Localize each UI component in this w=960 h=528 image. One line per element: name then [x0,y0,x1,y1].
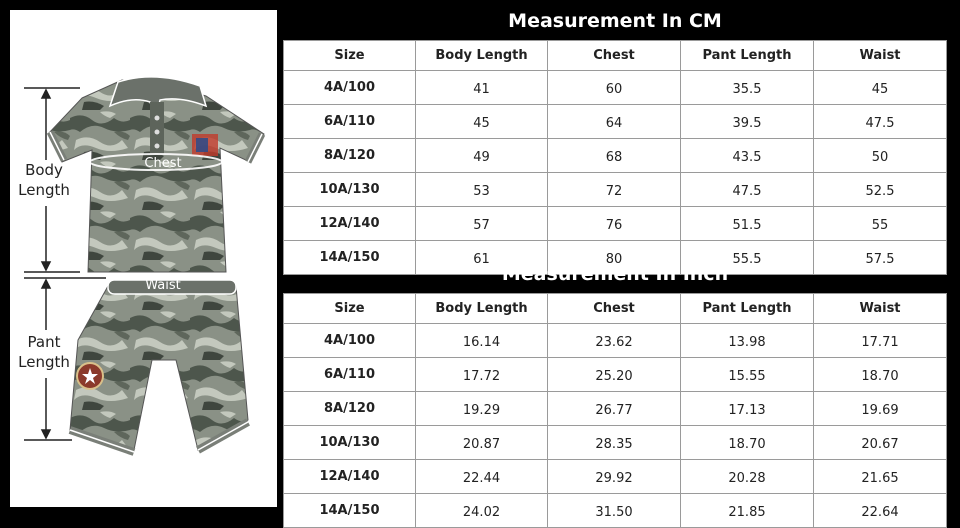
table-row [284,139,947,173]
cell-waist: 52.5 [814,173,947,207]
header-size: Size [284,41,416,71]
header-pant-length: Pant Length [681,41,814,71]
header-body-length: Body Length [416,294,548,324]
inch-size-table [283,293,947,528]
cell-size: 4A/100 [284,71,416,105]
cell-size: 14A/150 [284,494,416,528]
cell-pant-length: 13.98 [681,324,814,358]
table-row [284,207,947,241]
cell-size: 12A/140 [284,207,416,241]
cell-waist: 57.5 [814,241,947,275]
garment-illustration [10,10,277,507]
cell-waist: 47.5 [814,105,947,139]
header-waist: Waist [814,294,947,324]
cell-size: 10A/130 [284,173,416,207]
waist-label: Waist [145,278,181,293]
cell-pant-length: 15.55 [681,358,814,392]
header-body-length: Body Length [416,41,548,71]
cell-size: 6A/110 [284,105,416,139]
cell-chest: 76 [548,207,681,241]
header-chest: Chest [548,41,681,71]
cell-size: 10A/130 [284,426,416,460]
cell-body-length: 41 [416,71,548,105]
cell-pant-length: 43.5 [681,139,814,173]
cell-pant-length: 47.5 [681,173,814,207]
cell-size: 14A/150 [284,241,416,275]
cell-body-length: 22.44 [416,460,548,494]
cell-size: 6A/110 [284,358,416,392]
inch-table-title: Measurement In Inch [501,263,729,285]
table-row [284,173,947,207]
cell-chest: 28.35 [548,426,681,460]
cell-body-length: 19.29 [416,392,548,426]
cell-pant-length: 18.70 [681,426,814,460]
cell-chest: 25.20 [548,358,681,392]
header-pant-length: Pant Length [681,294,814,324]
cell-waist: 45 [814,71,947,105]
table-row [284,460,947,494]
cell-body-length: 24.02 [416,494,548,528]
table-header-row [284,294,947,324]
cell-pant-length: 20.28 [681,460,814,494]
chest-label: Chest [144,156,182,171]
table-row [284,105,947,139]
cell-body-length: 16.14 [416,324,548,358]
cell-chest: 64 [548,105,681,139]
table-header-row [284,41,947,71]
cell-waist: 19.69 [814,392,947,426]
cell-pant-length: 21.85 [681,494,814,528]
shorts-shape [70,280,248,452]
cell-size: 8A/120 [284,392,416,426]
cell-body-length: 17.72 [416,358,548,392]
cell-body-length: 57 [416,207,548,241]
cell-waist: 55 [814,207,947,241]
cell-size: 12A/140 [284,460,416,494]
cell-chest: 26.77 [548,392,681,426]
cell-body-length: 20.87 [416,426,548,460]
table-row [284,426,947,460]
cell-pant-length: 55.5 [681,241,814,275]
cell-body-length: 53 [416,173,548,207]
cm-size-table [283,40,947,275]
cell-chest: 68 [548,139,681,173]
cell-body-length: 61 [416,241,548,275]
cell-chest: 23.62 [548,324,681,358]
cell-chest: 72 [548,173,681,207]
cell-chest: 60 [548,71,681,105]
cell-waist: 17.71 [814,324,947,358]
cell-body-length: 49 [416,139,548,173]
cell-chest: 29.92 [548,460,681,494]
cell-pant-length: 35.5 [681,71,814,105]
table-row [284,324,947,358]
header-chest: Chest [548,294,681,324]
table-row [284,71,947,105]
cell-waist: 20.67 [814,426,947,460]
header-size: Size [284,294,416,324]
cell-size: 8A/120 [284,139,416,173]
table-row [284,392,947,426]
table-row [284,358,947,392]
cell-chest: 31.50 [548,494,681,528]
cell-pant-length: 51.5 [681,207,814,241]
cell-pant-length: 39.5 [681,105,814,139]
cell-pant-length: 17.13 [681,392,814,426]
cell-waist: 22.64 [814,494,947,528]
cell-waist: 21.65 [814,460,947,494]
cm-table-title: Measurement In CM [508,10,722,32]
cell-waist: 18.70 [814,358,947,392]
product-diagram [10,10,277,507]
cell-chest: 80 [548,241,681,275]
cell-body-length: 45 [416,105,548,139]
body-length-label: Body Length [18,161,70,199]
header-waist: Waist [814,41,947,71]
cell-waist: 50 [814,139,947,173]
cell-size: 4A/100 [284,324,416,358]
shirt-shape [48,77,264,272]
pant-length-label: Pant Length [18,333,70,371]
table-row [284,494,947,528]
